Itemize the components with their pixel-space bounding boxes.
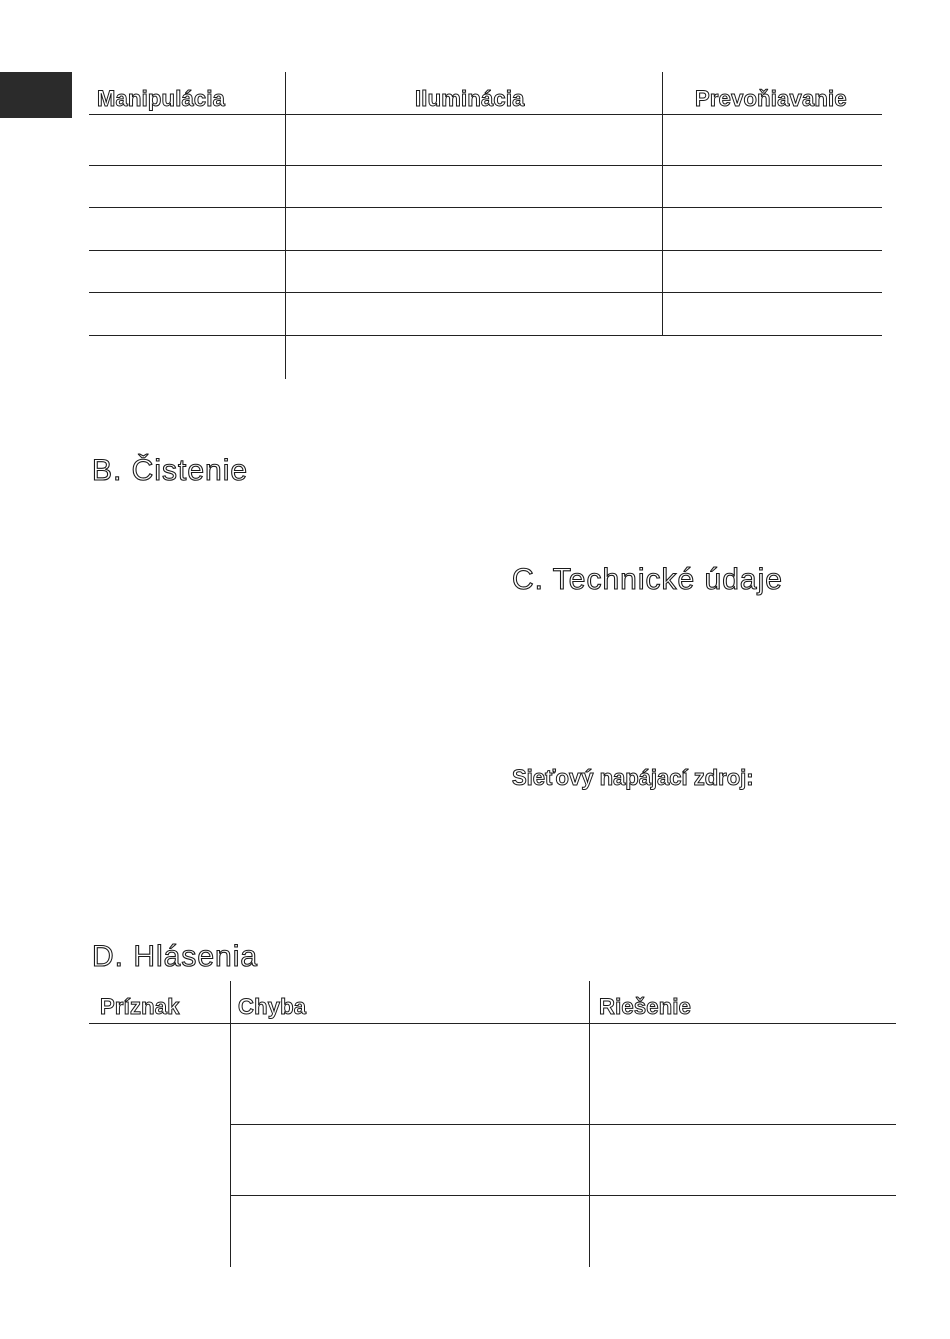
cleaning-section-title: B. Čistenie xyxy=(92,454,249,487)
messages-section-title: D. Hlásenia xyxy=(92,940,259,973)
table-a-header-iluminacia: Iluminácia xyxy=(415,86,525,111)
technical-data-section-title: C. Technické údaje xyxy=(512,563,783,596)
table-d-header-riesenie: Riešenie xyxy=(599,994,692,1019)
table-a-row-rule xyxy=(89,165,882,166)
table-d-header-rule xyxy=(89,1023,896,1024)
table-d-row-rule xyxy=(230,1195,896,1196)
table-d-row-rule xyxy=(230,1124,896,1125)
table-a-header-prevonivanie: Prevoňiavanie xyxy=(695,86,847,111)
table-a-col-divider xyxy=(285,72,286,379)
table-d-header-chyba: Chyba xyxy=(238,994,307,1019)
table-d-col-divider xyxy=(589,981,590,1267)
table-a-col-divider xyxy=(662,72,663,335)
table-a-row-rule xyxy=(89,292,882,293)
power-supply-label: Sieťový napájací zdroj: xyxy=(512,765,754,790)
page-tab-marker xyxy=(0,72,72,118)
table-a-row-rule xyxy=(89,207,882,208)
table-a-row-rule xyxy=(89,250,882,251)
table-a-row-rule xyxy=(89,335,882,336)
table-a-header-rule xyxy=(89,114,882,115)
table-a-header-manipulacia: Manipulácia xyxy=(97,86,226,111)
table-d-header-priznak: Príznak xyxy=(100,994,180,1019)
table-d-col-divider xyxy=(230,981,231,1267)
